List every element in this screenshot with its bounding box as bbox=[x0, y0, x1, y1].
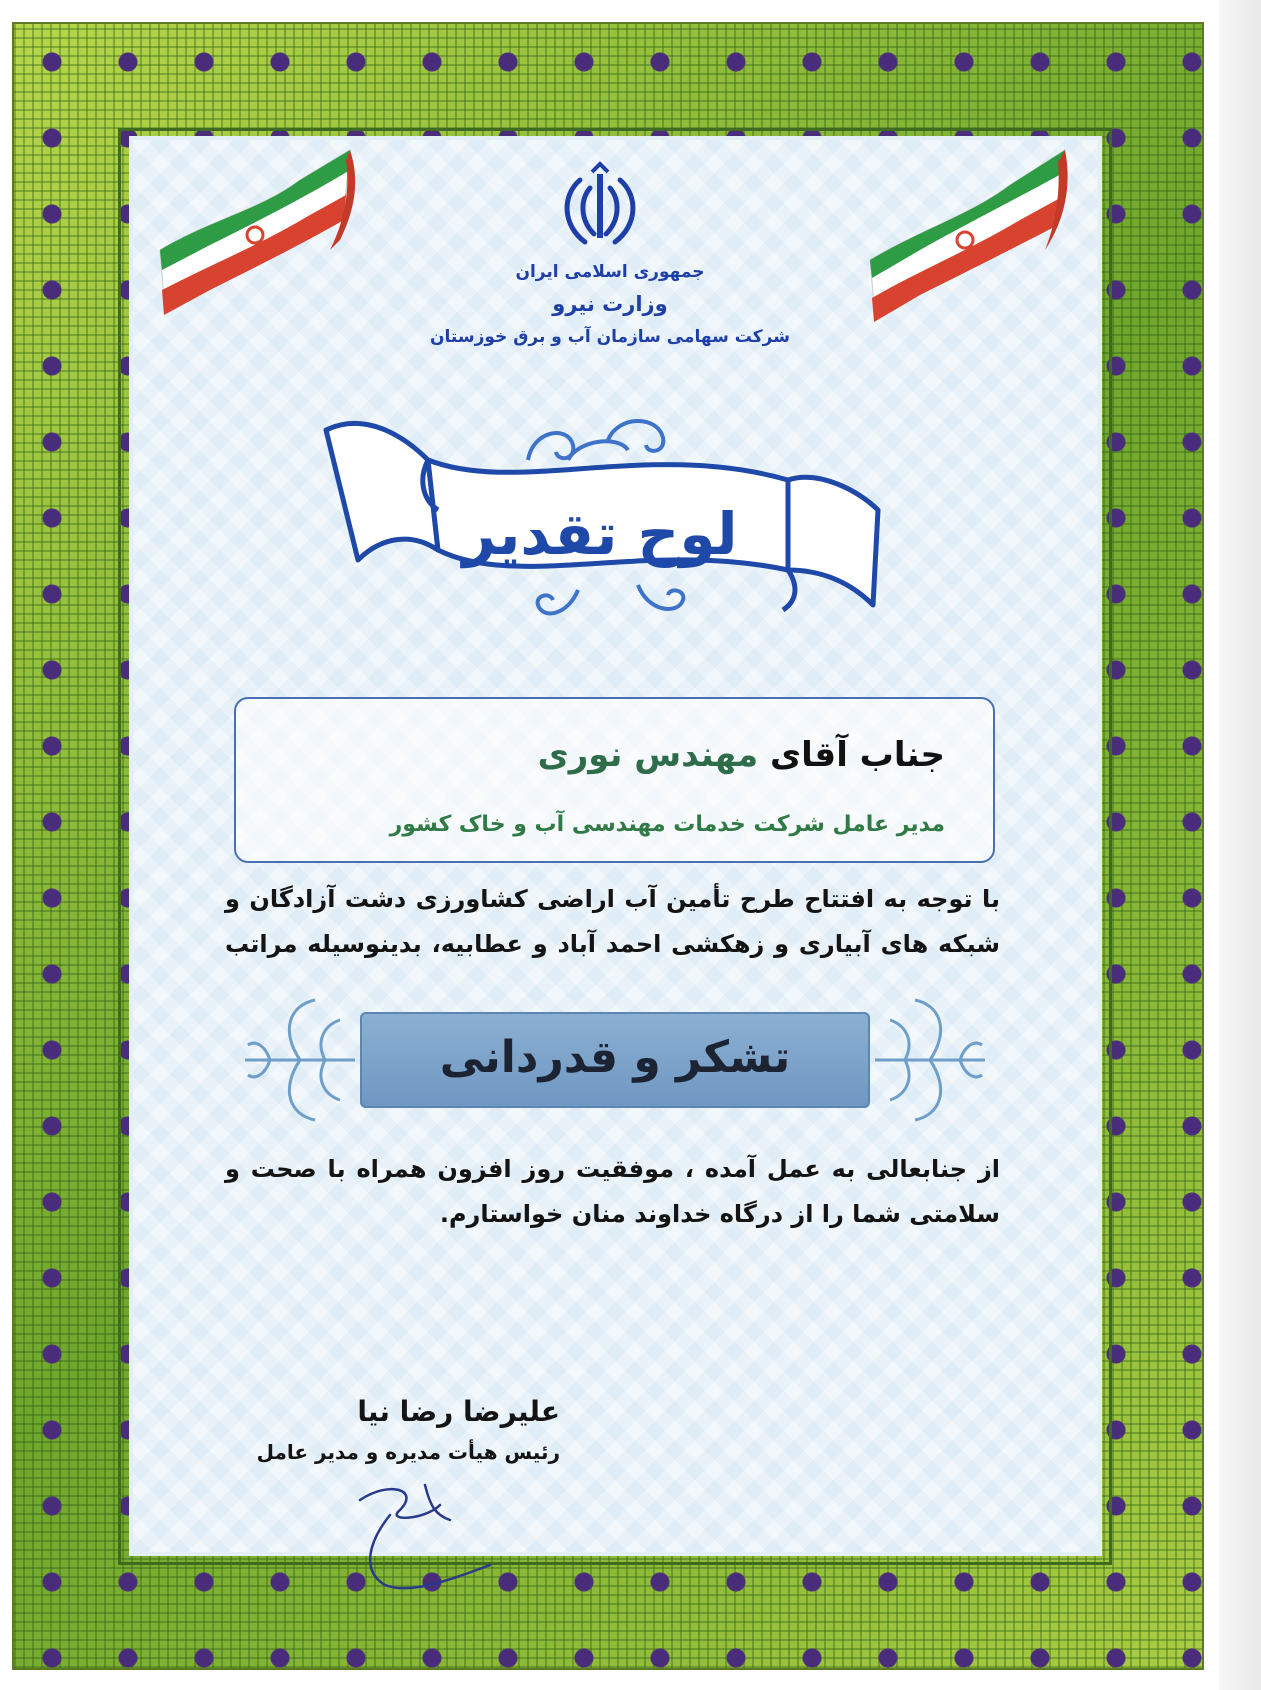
recipient-name-line bbox=[300, 735, 945, 775]
iran-emblem-icon bbox=[560, 160, 640, 250]
signer-title: رئیس هیأت مدیره و مدیر عامل bbox=[256, 1440, 560, 1464]
recipient-salutation: جناب آقای bbox=[770, 735, 945, 775]
body-line-2: شبکه های آبیاری و زهکشی احمد آباد و عطابیه، بدینوسیله مراتب bbox=[225, 930, 1000, 958]
right-ornament-icon bbox=[870, 990, 990, 1130]
header-ministry: وزارت نیرو bbox=[552, 292, 668, 316]
left-ornament-icon bbox=[240, 990, 360, 1130]
signer-name: علیرضا رضا نیا bbox=[357, 1395, 560, 1428]
recipient-position: مدیر عامل شرکت خدمات مهندسی آب و خاک کشور bbox=[389, 812, 945, 837]
body-line-1: با توجه به افتتاح طرح تأمین آب اراضی کشاورزی دشت آزادگان و bbox=[225, 885, 1000, 913]
handwritten-signature bbox=[330, 1460, 510, 1600]
iran-flag-left-icon bbox=[150, 140, 370, 340]
header-company: شرکت سهامی سازمان آب و برق خوزستان bbox=[430, 327, 790, 347]
header-country: جمهوری اسلامی ایران bbox=[515, 262, 705, 282]
scan-edge bbox=[1219, 0, 1261, 1690]
thanks-text: تشکر و قدردانی bbox=[439, 1032, 791, 1083]
iran-flag-right-icon bbox=[860, 140, 1080, 340]
closing-line-2: سلامتی شما را از درگاه خداوند منان خواستارم. bbox=[439, 1200, 1000, 1228]
closing-line-1: از جنابعالی به عمل آمده ، موفقیت روز افزون همراه با صحت و bbox=[225, 1155, 1000, 1183]
certificate-title: لوح تقدیر bbox=[462, 500, 738, 568]
recipient-box bbox=[234, 697, 995, 863]
recipient-name: مهندس نوری bbox=[537, 735, 759, 775]
